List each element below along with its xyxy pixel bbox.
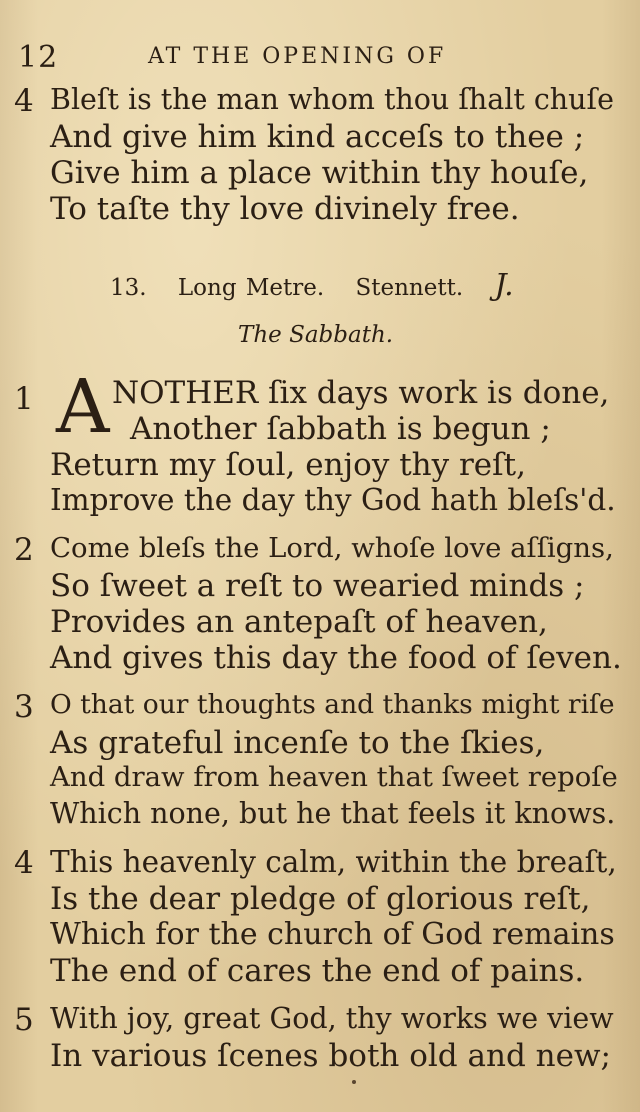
verse-line: Which for the church of God remains [50,917,615,952]
verse-line: Another ſabbath is begun ; [130,411,551,447]
verse-line: Improve the day thy God hath bleſs'd. [50,483,616,517]
verse-line: To taſte thy love divinely free. [50,191,520,227]
verse-line: And draw from heaven that ſweet repoſe [50,761,618,793]
page-number: 12 [18,40,59,75]
verse-line: And give him kind acceſs to thee ; [50,119,585,155]
verse-line: O that our thoughts and thanks might riſe [50,689,615,720]
verse-line: The end of cares the end of pains. [50,953,585,989]
verse-line: With joy, great God, thy works we view [50,1002,614,1035]
verse-line: Return my ſoul, enjoy thy reſt, [50,447,526,483]
verse-line: This heavenly calm, within the breaſt, [50,845,617,879]
stanza-number: 3 [14,689,34,725]
verse-line: In various ſcenes both old and new; [50,1038,611,1074]
running-head: AT THE OPENING OF [148,44,447,69]
verse-line: Bleſt is the man whom thou ſhalt chuſe [50,83,614,116]
drop-cap: A [56,364,110,450]
verse-line: So ſweet a reſt to wearied minds ; [50,568,585,604]
stanza-number: 5 [14,1002,34,1038]
stanza-number: 2 [14,532,34,568]
ink-speck [352,1080,356,1084]
verse-line: Which none, but he that feels it knows. [50,797,616,830]
verse-line: Come bleſs the Lord, whoſe love aſſigns, [50,532,614,564]
verse-line: As grateful incenſe to the ſkies, [50,725,545,761]
hymn-heading [110,268,536,303]
verse-line: Provides an antepaſt of heaven, [50,604,548,640]
stanza-number: 4 [14,845,34,881]
hymn-title: The Sabbath. [238,322,394,348]
verse-line: Give him a place within thy houſe, [50,155,589,191]
stanza-number: 4 [14,83,34,119]
verse-line: NOTHER ſix days work is done, [112,375,610,411]
hymn-meter: Long Metre. [177,275,325,301]
hymn-number: 13. [110,275,147,301]
hymn-author: Stennett. [355,275,464,301]
verse-line: And gives this day the food of ſeven. [50,640,622,676]
page-header [18,40,628,76]
hymn-initial: J. [494,268,514,303]
verse-line: Is the dear pledge of glorious reſt, [50,881,591,917]
stanza-number: 1 [14,381,34,417]
